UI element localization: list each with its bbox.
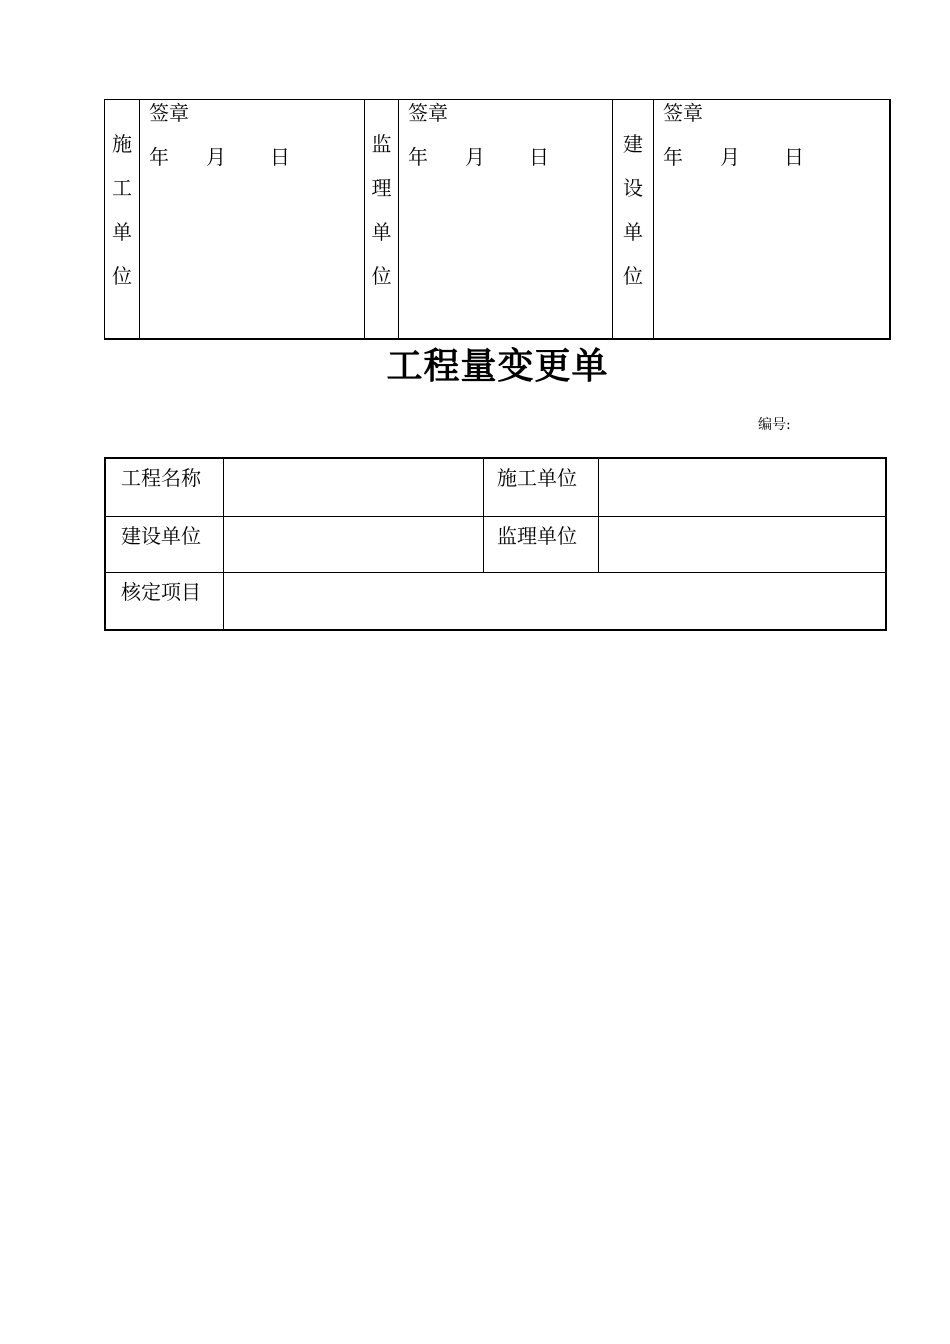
label-char: 位 <box>371 264 392 288</box>
project-info-table <box>104 457 887 631</box>
label-char: 理 <box>371 176 392 200</box>
day-label: 日 <box>784 145 804 169</box>
label-char: 单 <box>371 220 392 244</box>
serial-number-label: 编号: <box>758 417 791 433</box>
label-char: 施 <box>112 132 132 156</box>
table-row <box>106 459 885 517</box>
seal-label: 签章 <box>149 101 189 125</box>
contractor-label: 施工单位 <box>484 459 599 516</box>
project-name-label: 工程名称 <box>106 459 224 516</box>
verify-items-label: 核定项目 <box>106 573 224 629</box>
table-row <box>106 573 885 629</box>
supervisor-label: 监理单位 <box>484 517 599 572</box>
month-label: 月 <box>720 145 740 169</box>
year-label: 年 <box>149 145 169 169</box>
seal-label: 签章 <box>408 101 448 125</box>
signature-table <box>104 99 891 340</box>
label-char: 监 <box>371 132 392 156</box>
owner-label: 建设单位 <box>106 517 224 572</box>
label-char: 建 <box>623 132 643 156</box>
contractor-label-column <box>105 100 140 338</box>
supervisor-signature-area[interactable] <box>399 100 613 338</box>
month-label: 月 <box>465 145 485 169</box>
label-char: 单 <box>112 220 132 244</box>
owner-field[interactable] <box>224 517 484 572</box>
label-char: 单 <box>623 220 643 244</box>
table-row <box>106 517 885 573</box>
owner-label-column <box>613 100 654 338</box>
form-title: 工程量变更单 <box>386 346 609 387</box>
year-label: 年 <box>663 145 683 169</box>
month-label: 月 <box>206 145 226 169</box>
day-label: 日 <box>270 145 290 169</box>
date-line <box>149 145 290 169</box>
owner-signature-area[interactable] <box>654 100 889 338</box>
date-line <box>663 145 804 169</box>
date-line <box>408 145 549 169</box>
label-char: 设 <box>623 176 643 200</box>
day-label: 日 <box>529 145 549 169</box>
verify-items-field[interactable] <box>224 573 885 629</box>
supervisor-label-column <box>365 100 399 338</box>
contractor-signature-area[interactable] <box>140 100 365 338</box>
year-label: 年 <box>408 145 428 169</box>
label-char: 工 <box>112 176 132 200</box>
seal-label: 签章 <box>663 101 703 125</box>
label-char: 位 <box>623 264 643 288</box>
project-name-field[interactable] <box>224 459 484 516</box>
label-char: 位 <box>112 264 132 288</box>
supervisor-field[interactable] <box>599 517 885 572</box>
contractor-field[interactable] <box>599 459 885 516</box>
